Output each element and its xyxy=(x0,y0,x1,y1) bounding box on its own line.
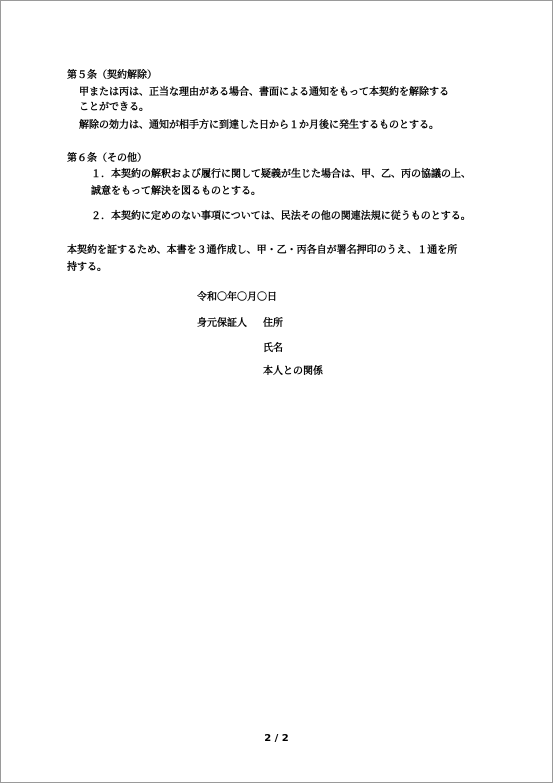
guarantor-label: 身元保証人 xyxy=(197,318,247,329)
article-6-item-2: ２．本契約に定めのない事項については、民法その他の関連法規に従うものとする。 xyxy=(91,211,471,222)
closing-line-2: 持する。 xyxy=(67,262,107,273)
article-6-item-1-line-1: １．本契約の解釈および履行に関して疑義が生じた場合は、甲、乙、丙の協議の上、 xyxy=(91,169,471,180)
article-5-paragraph-2: 解除の効力は、通知が相手方に到達した日から１か月後に発生するものとする。 xyxy=(79,120,439,131)
article-6-item-1-line-2: 誠意をもって解決を図るものとする。 xyxy=(91,186,261,197)
name-label: 氏名 xyxy=(263,343,283,354)
article-6-heading: 第６条（その他） xyxy=(67,153,147,164)
article-5-paragraph-1-line-1: 甲または丙は、正当な理由がある場合、書面による通知をもって本契約を解除する xyxy=(79,87,449,98)
article-5-paragraph-1-line-2: ことができる。 xyxy=(79,102,149,113)
article-5-heading: 第５条（契約解除） xyxy=(67,70,157,81)
closing-line-1: 本契約を証するため、本書を３通作成し、甲・乙・丙各自が署名押印のうえ、１通を所 xyxy=(67,245,458,256)
address-label: 住所 xyxy=(263,318,283,329)
page-number: 2 / 2 xyxy=(264,733,289,744)
signature-date: 令和〇年〇月〇日 xyxy=(197,292,277,303)
relation-label: 本人との関係 xyxy=(263,366,323,377)
